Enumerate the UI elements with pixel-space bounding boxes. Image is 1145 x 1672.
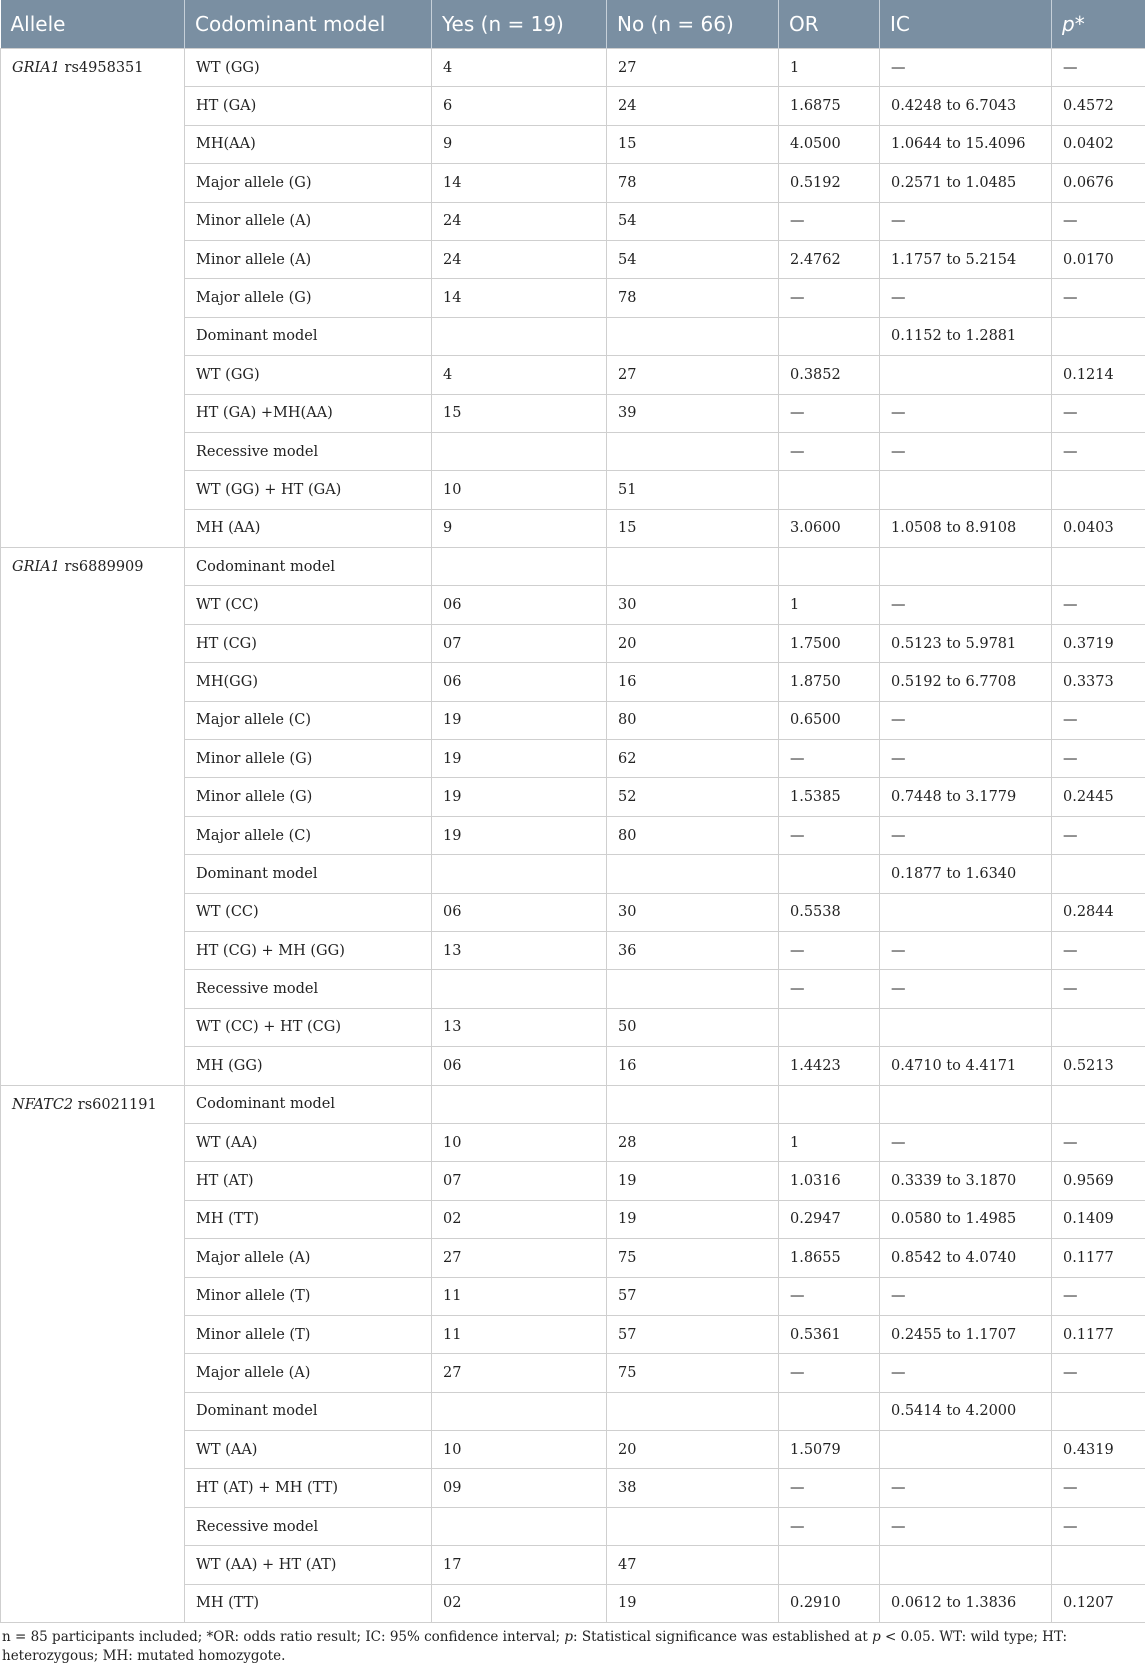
or-cell: 1.6875 — [779, 87, 880, 125]
no-cell: 54 — [607, 202, 779, 240]
p-cell: 0.3719 — [1052, 624, 1145, 662]
yes-cell: 14 — [432, 164, 607, 202]
no-cell: 16 — [607, 1047, 779, 1085]
codominant-model-cell: Minor allele (G) — [185, 740, 432, 778]
yes-cell: 11 — [432, 1315, 607, 1353]
codominant-model-cell: HT (GA) — [185, 87, 432, 125]
or-cell: 1.8750 — [779, 663, 880, 701]
p-cell: — — [1052, 202, 1145, 240]
codominant-model-cell: MH(GG) — [185, 663, 432, 701]
no-cell — [607, 548, 779, 586]
or-cell: — — [779, 931, 880, 969]
header-row — [1, 0, 1145, 49]
table-header — [1, 0, 1145, 49]
ic-cell: — — [880, 394, 1052, 432]
yes-cell: 17 — [432, 1546, 607, 1584]
yes-cell: 27 — [432, 1354, 607, 1392]
yes-cell: 4 — [432, 49, 607, 87]
p-cell — [1052, 548, 1145, 586]
or-cell: 1.5079 — [779, 1431, 880, 1469]
no-cell: 20 — [607, 1431, 779, 1469]
codominant-model-cell: MH (TT) — [185, 1200, 432, 1238]
header-no: No (n = 66) — [607, 0, 779, 49]
ic-cell: 0.8542 to 4.0740 — [880, 1239, 1052, 1277]
ic-cell: — — [880, 586, 1052, 624]
footnote-p-symbol-2: p — [872, 1629, 881, 1646]
p-cell: 0.0170 — [1052, 240, 1145, 278]
ic-cell: — — [880, 279, 1052, 317]
no-cell — [607, 1085, 779, 1123]
or-cell: 2.4762 — [779, 240, 880, 278]
yes-cell: 06 — [432, 663, 607, 701]
p-cell: — — [1052, 394, 1145, 432]
p-cell: — — [1052, 740, 1145, 778]
no-cell: 57 — [607, 1277, 779, 1315]
ic-cell: 0.0580 to 1.4985 — [880, 1200, 1052, 1238]
ic-cell: 0.1877 to 1.6340 — [880, 855, 1052, 893]
footnote-part1: n = 85 participants included; *OR: odds ratio result; IC: 95% confidence interval; — [2, 1629, 565, 1646]
or-cell: 1 — [779, 586, 880, 624]
yes-cell: 09 — [432, 1469, 607, 1507]
p-cell: — — [1052, 279, 1145, 317]
header-ic: IC — [880, 0, 1052, 49]
no-cell — [607, 317, 779, 355]
no-cell: 19 — [607, 1584, 779, 1622]
ic-cell: — — [880, 202, 1052, 240]
codominant-model-cell: WT (GG) + HT (GA) — [185, 471, 432, 509]
codominant-model-cell: MH (AA) — [185, 509, 432, 547]
ic-cell: — — [880, 740, 1052, 778]
p-cell — [1052, 317, 1145, 355]
no-cell: 27 — [607, 49, 779, 87]
yes-cell: 06 — [432, 586, 607, 624]
p-cell: 0.0402 — [1052, 125, 1145, 163]
codominant-model-cell: Major allele (C) — [185, 816, 432, 854]
codominant-model-cell: Dominant model — [185, 855, 432, 893]
or-cell: — — [779, 279, 880, 317]
or-cell: 0.2947 — [779, 1200, 880, 1238]
no-cell: 75 — [607, 1354, 779, 1392]
yes-cell: 10 — [432, 471, 607, 509]
allele-cell — [1, 548, 185, 1085]
codominant-model-cell: Minor allele (G) — [185, 778, 432, 816]
p-cell: — — [1052, 931, 1145, 969]
ic-cell: — — [880, 931, 1052, 969]
or-cell: 1.5385 — [779, 778, 880, 816]
no-cell: 24 — [607, 87, 779, 125]
no-cell — [607, 1392, 779, 1430]
no-cell — [607, 855, 779, 893]
no-cell: 19 — [607, 1162, 779, 1200]
p-cell: — — [1052, 970, 1145, 1008]
ic-cell — [880, 1431, 1052, 1469]
no-cell: 27 — [607, 356, 779, 394]
yes-cell: 15 — [432, 394, 607, 432]
codominant-model-cell: WT (AA) — [185, 1431, 432, 1469]
p-cell: 0.4319 — [1052, 1431, 1145, 1469]
table-row — [1, 49, 1145, 87]
or-cell: — — [779, 1507, 880, 1545]
yes-cell: 02 — [432, 1200, 607, 1238]
yes-cell: 11 — [432, 1277, 607, 1315]
codominant-model-cell: MH (GG) — [185, 1047, 432, 1085]
ic-cell: 1.0644 to 15.4096 — [880, 125, 1052, 163]
footnote-p-symbol: p — [564, 1629, 574, 1646]
ic-cell — [880, 548, 1052, 586]
no-cell: 51 — [607, 471, 779, 509]
no-cell: 20 — [607, 624, 779, 662]
footnote-part3: < 0.05. WT: wild type; HT: heterozygous; MH: mutated homozygote. — [2, 1629, 1068, 1665]
p-cell: 0.1207 — [1052, 1584, 1145, 1622]
no-cell: 62 — [607, 740, 779, 778]
codominant-model-cell: Minor allele (A) — [185, 240, 432, 278]
yes-cell: 10 — [432, 1123, 607, 1161]
snp-id: rs6021191 — [77, 1096, 157, 1113]
ic-cell: — — [880, 1507, 1052, 1545]
or-cell: 1.8655 — [779, 1239, 880, 1277]
or-cell: 1 — [779, 49, 880, 87]
codominant-model-cell: Minor allele (T) — [185, 1315, 432, 1353]
or-cell: — — [779, 432, 880, 470]
ic-cell: 0.4248 to 6.7043 — [880, 87, 1052, 125]
no-cell: 50 — [607, 1008, 779, 1046]
yes-cell — [432, 548, 607, 586]
gene-name: GRIA1 — [12, 559, 60, 576]
no-cell: 16 — [607, 663, 779, 701]
codominant-model-cell: Major allele (C) — [185, 701, 432, 739]
yes-cell — [432, 317, 607, 355]
or-cell: 1 — [779, 1123, 880, 1161]
yes-cell — [432, 1507, 607, 1545]
or-cell: 0.3852 — [779, 356, 880, 394]
or-cell: 0.5538 — [779, 893, 880, 931]
codominant-model-cell: Major allele (A) — [185, 1239, 432, 1277]
no-cell: 30 — [607, 893, 779, 931]
ic-cell: 0.0612 to 1.3836 — [880, 1584, 1052, 1622]
ic-cell — [880, 1008, 1052, 1046]
ic-cell: 0.3339 to 3.1870 — [880, 1162, 1052, 1200]
codominant-model-cell: Major allele (G) — [185, 164, 432, 202]
yes-cell: 07 — [432, 624, 607, 662]
no-cell: 75 — [607, 1239, 779, 1277]
p-cell: — — [1052, 701, 1145, 739]
codominant-model-cell: Recessive model — [185, 1507, 432, 1545]
codominant-model-cell: WT (GG) — [185, 356, 432, 394]
or-cell: — — [779, 970, 880, 1008]
or-cell: 1.7500 — [779, 624, 880, 662]
table-body — [1, 49, 1145, 1623]
no-cell: 80 — [607, 701, 779, 739]
codominant-model-cell: Recessive model — [185, 970, 432, 1008]
ic-cell: — — [880, 816, 1052, 854]
or-cell: — — [779, 816, 880, 854]
p-cell: 0.0403 — [1052, 509, 1145, 547]
ic-cell: 0.5123 to 5.9781 — [880, 624, 1052, 662]
or-cell: — — [779, 740, 880, 778]
yes-cell: 19 — [432, 740, 607, 778]
or-cell: 4.0500 — [779, 125, 880, 163]
header-codominant-model: Codominant model — [185, 0, 432, 49]
p-cell: 0.2445 — [1052, 778, 1145, 816]
header-p: p* — [1052, 0, 1145, 49]
yes-cell: 6 — [432, 87, 607, 125]
codominant-model-cell: MH (TT) — [185, 1584, 432, 1622]
p-cell — [1052, 855, 1145, 893]
no-cell: 30 — [607, 586, 779, 624]
ic-cell: — — [880, 432, 1052, 470]
p-cell: — — [1052, 1469, 1145, 1507]
no-cell: 19 — [607, 1200, 779, 1238]
yes-cell: 24 — [432, 240, 607, 278]
or-cell — [779, 548, 880, 586]
p-cell: — — [1052, 1277, 1145, 1315]
ic-cell: 0.5192 to 6.7708 — [880, 663, 1052, 701]
yes-cell: 19 — [432, 816, 607, 854]
p-cell: 0.5213 — [1052, 1047, 1145, 1085]
or-cell — [779, 855, 880, 893]
no-cell: 57 — [607, 1315, 779, 1353]
header-allele: Allele — [1, 0, 185, 49]
header-yes: Yes (n = 19) — [432, 0, 607, 49]
p-cell: — — [1052, 1123, 1145, 1161]
or-cell: — — [779, 394, 880, 432]
or-cell: — — [779, 1354, 880, 1392]
or-cell: — — [779, 1277, 880, 1315]
codominant-model-cell: Minor allele (A) — [185, 202, 432, 240]
p-cell: — — [1052, 49, 1145, 87]
ic-cell: 1.1757 to 5.2154 — [880, 240, 1052, 278]
yes-cell: 24 — [432, 202, 607, 240]
p-cell: 0.1177 — [1052, 1239, 1145, 1277]
ic-cell: — — [880, 1277, 1052, 1315]
or-cell — [779, 1008, 880, 1046]
footnote-part2: : Statistical significance was established at — [573, 1629, 873, 1646]
ic-cell — [880, 893, 1052, 931]
no-cell: 28 — [607, 1123, 779, 1161]
no-cell: 54 — [607, 240, 779, 278]
ic-cell: — — [880, 49, 1052, 87]
no-cell: 36 — [607, 931, 779, 969]
ic-cell — [880, 1546, 1052, 1584]
p-cell: 0.1177 — [1052, 1315, 1145, 1353]
codominant-model-cell: WT (GG) — [185, 49, 432, 87]
or-cell: 0.5361 — [779, 1315, 880, 1353]
p-cell: — — [1052, 816, 1145, 854]
codominant-model-cell: HT (CG) + MH (GG) — [185, 931, 432, 969]
p-cell: — — [1052, 586, 1145, 624]
codominant-model-cell: HT (GA) +MH(AA) — [185, 394, 432, 432]
or-cell: 1.0316 — [779, 1162, 880, 1200]
or-cell: 0.2910 — [779, 1584, 880, 1622]
p-cell — [1052, 1546, 1145, 1584]
p-cell — [1052, 1392, 1145, 1430]
codominant-model-cell: Recessive model — [185, 432, 432, 470]
ic-cell: — — [880, 701, 1052, 739]
ic-cell: — — [880, 1469, 1052, 1507]
ic-cell: — — [880, 970, 1052, 1008]
ic-cell: 0.1152 to 1.2881 — [880, 317, 1052, 355]
ic-cell — [880, 471, 1052, 509]
or-cell — [779, 1546, 880, 1584]
allele-cell — [1, 1085, 185, 1622]
p-cell: — — [1052, 1354, 1145, 1392]
or-cell — [779, 471, 880, 509]
ic-cell — [880, 356, 1052, 394]
no-cell: 52 — [607, 778, 779, 816]
no-cell: 38 — [607, 1469, 779, 1507]
codominant-model-cell: Major allele (A) — [185, 1354, 432, 1392]
table-footnote — [0, 1623, 1145, 1666]
yes-cell — [432, 1392, 607, 1430]
yes-cell: 02 — [432, 1584, 607, 1622]
yes-cell — [432, 1085, 607, 1123]
codominant-model-cell: WT (CC) + HT (CG) — [185, 1008, 432, 1046]
no-cell: 15 — [607, 509, 779, 547]
no-cell: 78 — [607, 164, 779, 202]
ic-cell: — — [880, 1354, 1052, 1392]
or-cell: 1.4423 — [779, 1047, 880, 1085]
yes-cell: 9 — [432, 125, 607, 163]
snp-id: rs4958351 — [64, 60, 144, 76]
no-cell — [607, 432, 779, 470]
codominant-model-cell: Dominant model — [185, 1392, 432, 1430]
ic-cell: 0.7448 to 3.1779 — [880, 778, 1052, 816]
yes-cell — [432, 855, 607, 893]
codominant-model-cell: Codominant model — [185, 1085, 432, 1123]
codominant-model-cell: WT (AA) — [185, 1123, 432, 1161]
p-cell: 0.4572 — [1052, 87, 1145, 125]
yes-cell: 07 — [432, 1162, 607, 1200]
yes-cell: 13 — [432, 931, 607, 969]
p-cell: 0.9569 — [1052, 1162, 1145, 1200]
p-cell: 0.1409 — [1052, 1200, 1145, 1238]
or-cell: — — [779, 202, 880, 240]
or-cell: 0.6500 — [779, 701, 880, 739]
p-cell: 0.2844 — [1052, 893, 1145, 931]
or-cell — [779, 1085, 880, 1123]
codominant-model-cell: Minor allele (T) — [185, 1277, 432, 1315]
or-cell: 0.5192 — [779, 164, 880, 202]
p-cell: 0.3373 — [1052, 663, 1145, 701]
p-cell — [1052, 1085, 1145, 1123]
p-cell: — — [1052, 432, 1145, 470]
yes-cell: 27 — [432, 1239, 607, 1277]
codominant-model-cell: HT (AT) + MH (TT) — [185, 1469, 432, 1507]
p-cell: 0.1214 — [1052, 356, 1145, 394]
ic-cell: 0.4710 to 4.4171 — [880, 1047, 1052, 1085]
codominant-model-cell: HT (CG) — [185, 624, 432, 662]
yes-cell: 14 — [432, 279, 607, 317]
yes-cell: 06 — [432, 1047, 607, 1085]
ic-cell: 0.2571 to 1.0485 — [880, 164, 1052, 202]
yes-cell: 4 — [432, 356, 607, 394]
no-cell: 78 — [607, 279, 779, 317]
no-cell: 80 — [607, 816, 779, 854]
yes-cell: 10 — [432, 1431, 607, 1469]
p-cell — [1052, 1008, 1145, 1046]
header-or: OR — [779, 0, 880, 49]
gene-name: NFATC2 — [12, 1096, 74, 1113]
codominant-model-cell: Codominant model — [185, 548, 432, 586]
yes-cell — [432, 970, 607, 1008]
yes-cell: 19 — [432, 778, 607, 816]
codominant-model-cell: WT (CC) — [185, 893, 432, 931]
ic-cell: 0.2455 to 1.1707 — [880, 1315, 1052, 1353]
no-cell — [607, 970, 779, 1008]
or-cell — [779, 1392, 880, 1430]
codominant-model-cell: Major allele (G) — [185, 279, 432, 317]
ic-cell: 0.5414 to 4.2000 — [880, 1392, 1052, 1430]
codominant-model-cell: MH(AA) — [185, 125, 432, 163]
no-cell: 15 — [607, 125, 779, 163]
yes-cell: 13 — [432, 1008, 607, 1046]
or-cell — [779, 317, 880, 355]
gene-name: GRIA1 — [12, 60, 60, 76]
table-row — [1, 1085, 1145, 1123]
no-cell: 47 — [607, 1546, 779, 1584]
codominant-model-cell: WT (CC) — [185, 586, 432, 624]
ic-cell — [880, 1085, 1052, 1123]
ic-cell: — — [880, 1123, 1052, 1161]
p-cell: 0.0676 — [1052, 164, 1145, 202]
no-cell — [607, 1507, 779, 1545]
yes-cell: 9 — [432, 509, 607, 547]
table-row — [1, 548, 1145, 586]
yes-cell: 19 — [432, 701, 607, 739]
yes-cell — [432, 432, 607, 470]
p-cell — [1052, 471, 1145, 509]
or-cell: 3.0600 — [779, 509, 880, 547]
codominant-model-cell: Dominant model — [185, 317, 432, 355]
snp-id: rs6889909 — [64, 559, 144, 576]
no-cell: 39 — [607, 394, 779, 432]
allele-cell — [1, 49, 185, 548]
yes-cell: 06 — [432, 893, 607, 931]
codominant-model-cell: WT (AA) + HT (AT) — [185, 1546, 432, 1584]
or-cell: — — [779, 1469, 880, 1507]
p-cell: — — [1052, 1507, 1145, 1545]
codominant-model-cell: HT (AT) — [185, 1162, 432, 1200]
ic-cell: 1.0508 to 8.9108 — [880, 509, 1052, 547]
